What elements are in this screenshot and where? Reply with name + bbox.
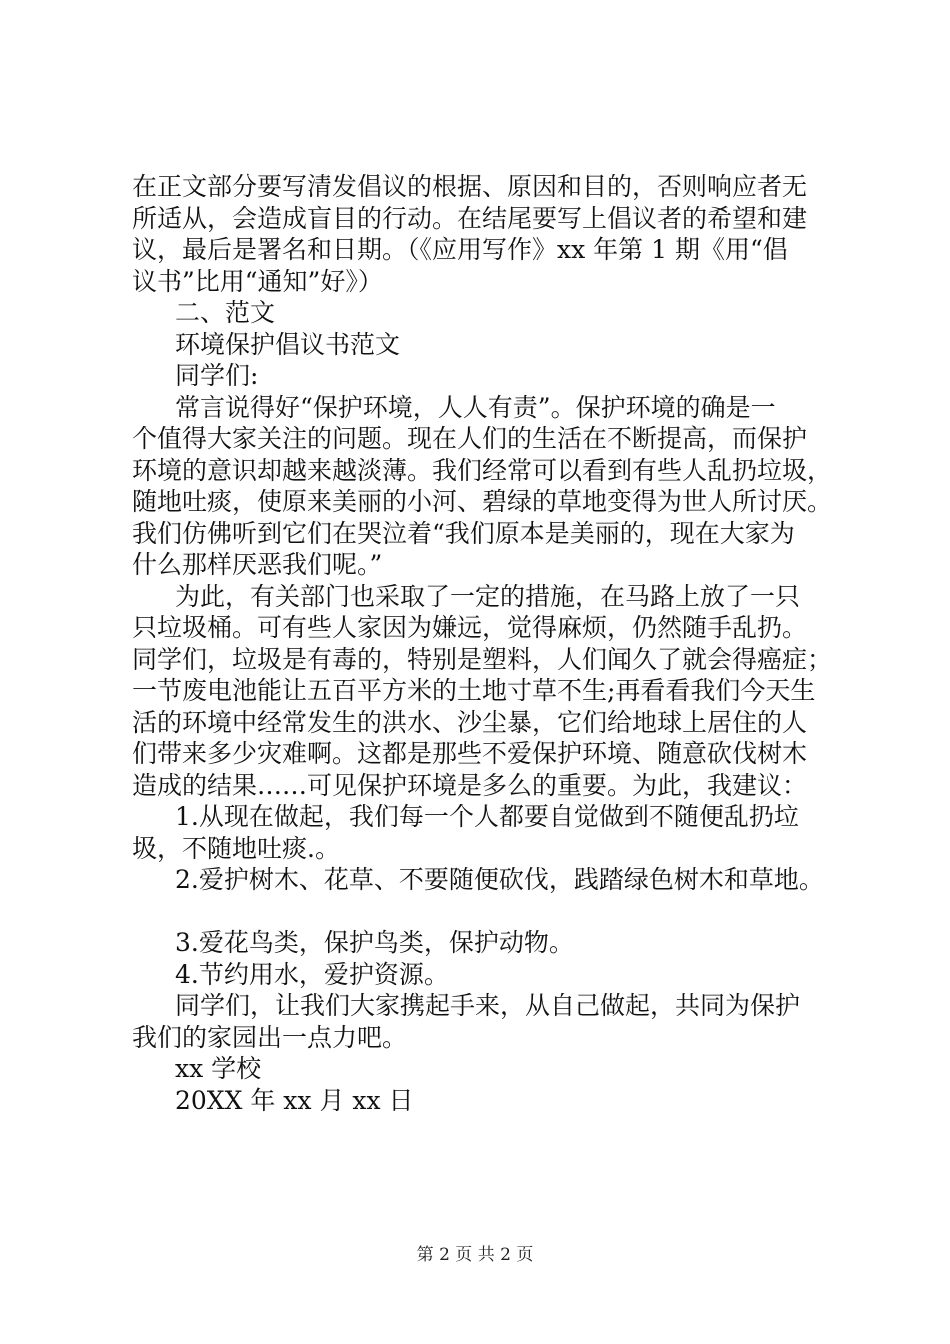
text-line: 一节废电池能让五百平方米的土地寸草不生;再看看我们今天生 [132,676,816,705]
section-heading: 二、范文 [175,298,276,327]
text-line: 随地吐痰，使原来美丽的小河、碧绿的草地变得为世人所讨厌。 [132,487,833,516]
list-item: 1.从现在做起，我们每一个人都要自觉做到不随便乱扔垃 [175,802,799,831]
text-line: 环境的意识却越来越淡薄。我们经常可以看到有些人乱扔垃圾， [132,455,833,485]
text-line: 为此，有关部门也采取了一定的措施，在马路上放了一只 [175,581,801,611]
text-line: 议，最后是署名和日期。（《应用写作》xx 年第 1 期《用“倡 [132,235,788,264]
text-line: 议书”比用“通知”好》） [132,266,383,296]
blank-line [132,896,850,928]
text-line: 只垃圾桶。可有些人家因为嫌远，觉得麻烦，仍然随手乱扔。 [132,613,808,642]
text-line: 个值得大家关注的问题。现在人们的生活在不断提高，而保护 [132,424,808,453]
text-line: 我们的家园出一点力吧。 [132,1022,408,1052]
page-number-footer: 第 2 页 共 2 页 [416,1245,534,1265]
text-line: 们带来多少灾难啊。这都是那些不爱保护环境、随意砍伐树木 [132,739,808,768]
text-line: 我们仿佛听到它们在哭泣着“我们原本是美丽的，现在大家为 [132,518,795,548]
list-item: 4.节约用水，爱护资源。 [175,959,449,989]
salutation: 同学们: [175,361,259,390]
signature: xx 学校 [175,1054,262,1083]
text-line: 常言说得好“保护环境，人人有责”。保护环境的确是一 [175,392,776,422]
list-item: 3.爱花鸟类，保护鸟类，保护动物。 [175,928,574,957]
list-item: 2.爱护树木、花草、不要随便砍伐，践踏绿色树木和草地。 [175,865,824,894]
document-title: 环境保护倡议书范文 [175,329,401,359]
text-line: 同学们，垃圾是有毒的，特别是塑料，人们闻久了就会得癌症； [132,644,833,674]
text-line: 所适从，会造成盲目的行动。在结尾要写上倡议者的希望和建 [132,203,808,233]
text-line: 活的环境中经常发生的洪水、沙尘暴，它们给地球上居住的人 [132,707,808,737]
text-line: 圾，不随地吐痰.。 [132,833,340,863]
text-line: 什么那样厌恶我们呢。” [132,550,383,579]
text-line: 同学们，让我们大家携起手来，从自己做起，共同为保护 [175,991,801,1020]
document-body [132,171,850,1116]
date: 20XX 年 xx 月 xx 日 [175,1085,414,1115]
text-line: 在正文部分要写清发倡议的根据、原因和目的，否则响应者无 [132,172,808,201]
text-line: 造成的结果……可见保护环境是多么的重要。为此，我建议： [132,770,808,800]
